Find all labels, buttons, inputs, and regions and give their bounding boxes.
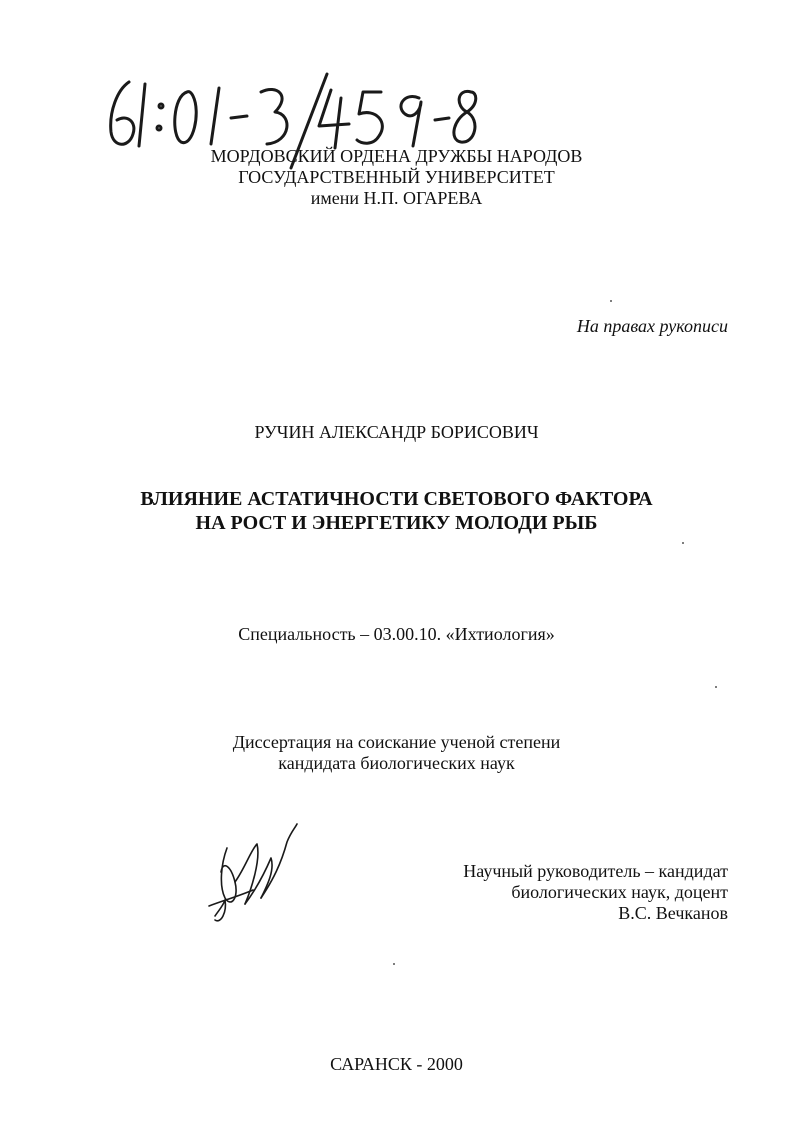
institution-line-3: имени Н.П. ОГАРЕВА [310,188,483,208]
author-name: РУЧИН АЛЕКСАНДР БОРИСОВИЧ [254,422,539,442]
title-line-2: НА РОСТ И ЭНЕРГЕТИКУ МОЛОДИ РЫБ [195,512,598,534]
supervisor-line-1: Научный руководитель – кандидат [463,861,728,881]
scan-speck [610,300,612,302]
title-line-1: ВЛИЯНИЕ АСТАТИЧНОСТИ СВЕТОВОГО ФАКТОРА [140,488,653,510]
handwritten-signature [205,820,310,930]
dissertation-line-2: кандидата биологических наук [278,753,515,773]
manuscript-note: На правах рукописи [576,316,728,336]
institution-line-1: МОРДОВСКИЙ ОРДЕНА ДРУЖБЫ НАРОДОВ [210,146,583,166]
scan-speck [682,542,684,544]
supervisor-line-2: биологических наук, доцент [511,882,728,902]
scan-speck [715,686,717,688]
dissertation-line-1: Диссертация на соискание ученой степени [232,732,561,752]
scan-speck [393,963,395,965]
specialty: Специальность – 03.00.10. «Ихтиология» [238,624,555,644]
place-and-year: САРАНСК - 2000 [330,1054,463,1074]
supervisor-line-3: В.С. Вечканов [618,903,728,923]
institution-line-2: ГОСУДАРСТВЕННЫЙ УНИВЕРСИТЕТ [238,167,555,187]
